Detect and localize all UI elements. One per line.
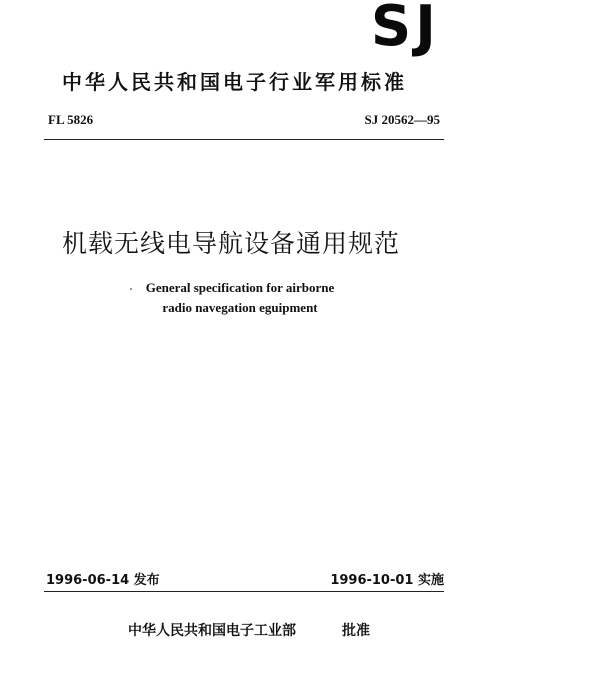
document-title-chinese: 机载无线电导航设备通用规范 <box>62 229 401 258</box>
approving-authority: 中华人民共和国电子工业部 <box>128 623 296 639</box>
issue-date: 1996-06-14 发布 <box>46 573 160 588</box>
standard-type-heading: 中华人民共和国电子行业军用标准 <box>62 70 407 94</box>
document-title-english <box>130 278 350 318</box>
header-divider <box>44 139 444 140</box>
approval-label: 批准 <box>342 623 370 639</box>
scan-speck <box>130 288 132 290</box>
sj-logo: SJ <box>370 0 440 59</box>
implementation-date: 1996-10-01 实施 <box>330 573 444 588</box>
english-title-line-1: General specification for airborne <box>145 280 335 295</box>
english-title-line-2: radio navegation eguipment <box>162 300 318 315</box>
footer-divider <box>44 591 444 592</box>
classification-code: FL 5826 <box>48 112 94 127</box>
standard-number: SJ 20562—95 <box>364 112 440 127</box>
